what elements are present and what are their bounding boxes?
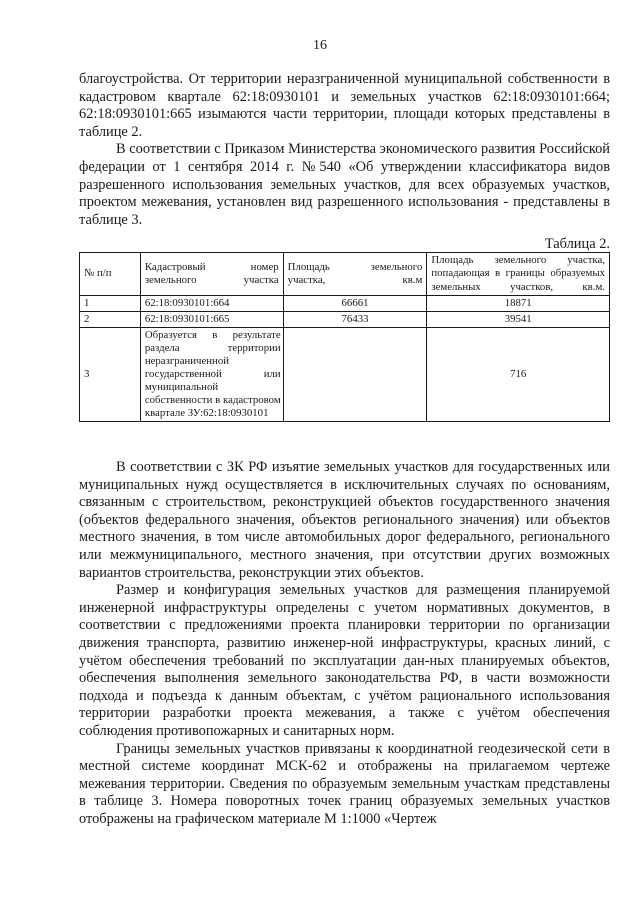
parcels-table xyxy=(79,252,610,422)
paragraph: В соответствии с ЗК РФ изъятие земельных участков для государственных или муниципальных нужд осуществляется в исключительных случаях по основаниям, связанным с строительством, реконструкцией объектов государственного значения (объектов федерального значения, объектов регионального значения) или объектов местного значения, в том числе автомобильных дорог федерального, регионального или межмуниципального, местного значения, при отсутствии других возможных вариантов строительства, реконструкции этих объектов. xyxy=(79,459,610,581)
cell-area: 66661 xyxy=(283,295,427,311)
cell-area xyxy=(283,328,427,422)
col-header-number: № п/п xyxy=(80,253,141,296)
cell-area-in-bounds: 39541 xyxy=(427,312,610,328)
page-number: 16 xyxy=(313,38,327,53)
table-row xyxy=(80,328,610,422)
cell-cadastral: 62:18:0930101:665 xyxy=(140,312,283,328)
paragraph: В соответствии с Приказом Министерства экономического развития Российской федерации от 1 сентября 2014 г. №540 «Об утверждении классификатора видов разрешенного использования земельных участков, для всех образуемых участков, проектом межевания, установлен вид разрешенного использования - представлены в таблице 3. xyxy=(79,141,610,228)
col-header-area: Площадь земельного участка, кв.м xyxy=(283,253,427,296)
cell-number: 3 xyxy=(80,328,141,422)
cell-area: 76433 xyxy=(283,312,427,328)
paragraph: Границы земельных участков привязаны к координатной геодезической сети в местной системе координат МСК-62 и отображены на прилагаемом чертеже межевания территории. Сведения по образуемым земельным участкам представлены в таблице 3. Номера поворотных точек границ образуемых земельных участков отображены на графическом материале М 1:1000 «Чертеж xyxy=(79,740,610,827)
table-header-row xyxy=(80,253,610,296)
cell-number: 2 xyxy=(80,312,141,328)
cell-area-in-bounds: 18871 xyxy=(427,295,610,311)
body-text xyxy=(79,459,610,828)
intro-text xyxy=(79,71,610,229)
cell-area-in-bounds: 716 xyxy=(427,328,610,422)
paragraph: благоустройства. От территории неразграниченной муниципальной собственности в кадастровом квартале 62:18:0930101 и земельных участков 62:18:0930101:664; 62:18:0930101:665 изымаются части территории, площади которых представлены в таблице 2. xyxy=(79,71,610,140)
paragraph: Размер и конфигурация земельных участков для размещения планируемой инженерной инфраструктуры определены с учетом нормативных документов, в соответствии с предложениями проекта планировки территории по организации движения транспорта, развитию инженер-ной инфраструктуры, красных линий, с учётом обеспечения требований по эксплуатации дан-ных планируемых объектов, обеспечения выполнения земельного законодательства РФ, в части возможности подхода и подъезда к данным объектам, с учётом рационального использования территории разработки проекта межевания, а также с учётом обеспечения соблюдения противопожарных и санитарных норм. xyxy=(79,582,610,739)
table-caption: Таблица 2. xyxy=(544,236,610,252)
col-header-area-in-bounds: Площадь земельного участка, попадающая в границы образуемых земельных участков, кв.м. xyxy=(427,253,610,296)
table-row xyxy=(80,295,610,311)
cell-number: 1 xyxy=(80,295,141,311)
cell-cadastral: 62:18:0930101:664 xyxy=(140,295,283,311)
table-row xyxy=(80,312,610,328)
col-header-cadastral: Кадастровый номер земельного участка xyxy=(140,253,283,296)
cell-cadastral: Образуется в результате раздела территории неразграниченной государственной или муниципальной собственности в кадастровом квартале ЗУ:62:18:0930101 xyxy=(140,328,283,422)
